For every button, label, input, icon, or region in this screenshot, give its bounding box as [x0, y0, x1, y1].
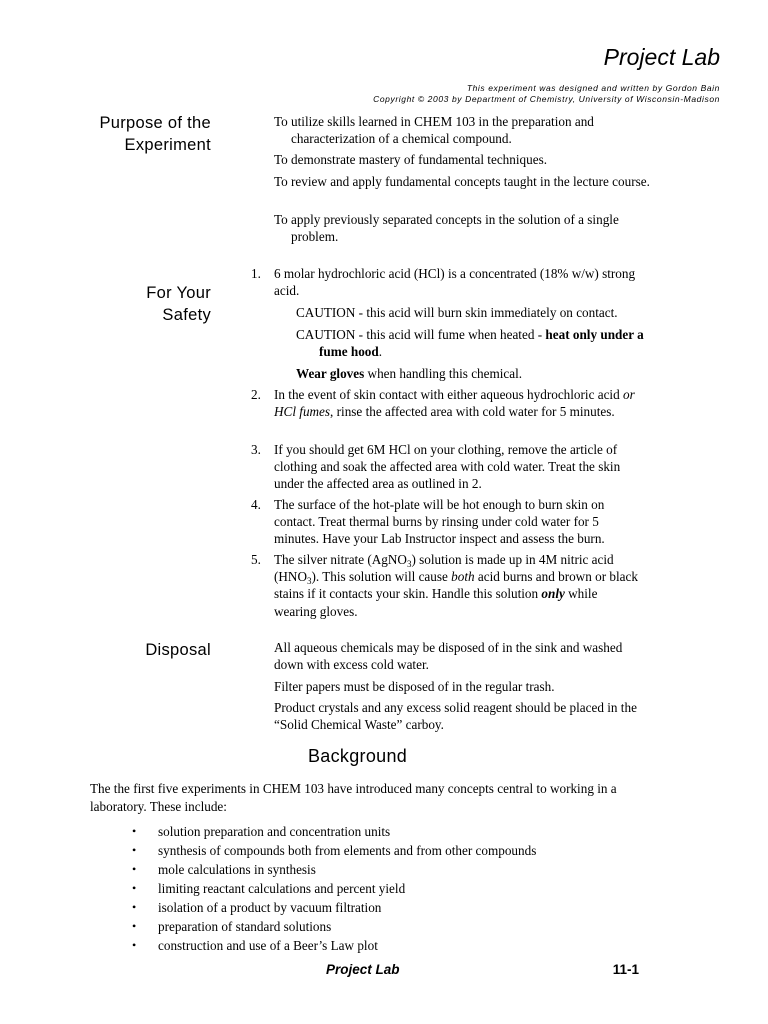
- safety-item-3: If you should get 6M HCl on your clothing, remove the article of clothing and soak the affected area with cold water. Treat the skin under the affected area as outlined in 2.: [274, 442, 621, 492]
- background-heading: Background: [308, 746, 408, 766]
- gloves-note: Wear gloves when handling this chemical.: [296, 366, 523, 381]
- purpose-item: To review and apply fundamental concepts taught in the lecture course.: [274, 174, 650, 189]
- disposal-item: All aqueous chemicals may be disposed of in the sink and washed down with excess cold water.: [274, 640, 623, 673]
- list-item: • isolation of a product by vacuum filtration: [132, 900, 382, 915]
- bullet-icon: •: [132, 843, 137, 857]
- safety-item-4: The surface of the hot-plate will be hot enough to burn skin on contact. Treat thermal burns by rinsing under cold water for 5 minutes. Have your Lab Instructor inspect and assess the burn.: [274, 497, 605, 547]
- purpose-item: To apply previously separated concepts in the solution of a single problem.: [274, 212, 619, 245]
- bullet-icon: •: [132, 938, 137, 952]
- list-number: 4.: [251, 497, 261, 512]
- safety-item-2: In the event of skin contact with either aqueous hydrochloric acid or HCl fumes, rinse the affected area with cold water for 5 minutes.: [274, 387, 635, 420]
- purpose-heading: Purpose of the Experiment: [99, 114, 211, 154]
- safety-heading: For Your Safety: [146, 284, 211, 324]
- purpose-item: To demonstrate mastery of fundamental techniques.: [274, 152, 547, 167]
- bullet-icon: •: [132, 900, 137, 914]
- background-intro: The the first five experiments in CHEM 103 have introduced many concepts central to working in a laboratory. These include:: [90, 781, 617, 814]
- list-item: • preparation of standard solutions: [132, 919, 332, 934]
- caution-note: CAUTION - this acid will fume when heated - heat only under a fume hood.: [296, 327, 644, 360]
- list-number: 3.: [251, 442, 261, 457]
- list-item: • solution preparation and concentration units: [132, 824, 391, 839]
- bullet-icon: •: [132, 824, 137, 838]
- disposal-item: Filter papers must be disposed of in the regular trash.: [274, 679, 555, 694]
- bullet-icon: •: [132, 919, 137, 933]
- bullet-icon: •: [132, 881, 137, 895]
- list-number: 1.: [251, 266, 261, 281]
- list-item: • construction and use of a Beer’s Law plot: [132, 938, 378, 953]
- list-item: • synthesis of compounds both from elements and from other compounds: [132, 843, 537, 858]
- list-number: 5.: [251, 552, 261, 567]
- bullet-icon: •: [132, 862, 137, 876]
- caution-note: CAUTION - this acid will burn skin immediately on contact.: [296, 305, 618, 320]
- disposal-item: Product crystals and any excess solid reagent should be placed in the “Solid Chemical Waste” carboy.: [274, 700, 637, 733]
- document-title: Project Lab: [603, 44, 720, 70]
- safety-item-1: 6 molar hydrochloric acid (HCl) is a concentrated (18% w/w) strong acid.: [274, 266, 636, 299]
- list-item: • limiting reactant calculations and percent yield: [132, 881, 406, 896]
- list-item: • mole calculations in synthesis: [132, 862, 316, 877]
- purpose-item: To utilize skills learned in CHEM 103 in the preparation and characterization of a chemical compound.: [274, 114, 594, 147]
- footer-title: Project Lab: [326, 962, 400, 977]
- author-credit: This experiment was designed and written by Gordon Bain: [466, 83, 720, 93]
- copyright-notice: Copyright © 2003 by Department of Chemistry, University of Wisconsin-Madison: [373, 94, 720, 104]
- list-number: 2.: [251, 387, 261, 402]
- disposal-heading: Disposal: [145, 641, 211, 659]
- page-number: 11-1: [612, 962, 639, 977]
- concept-list: [132, 823, 536, 956]
- safety-item-5: The silver nitrate (AgNO$_3$) solution is made up in 4M nitric acid $(HNO_3)$. This solution will cause both acid burns and brown or black stains if it contacts your skin. Handle this solution only while wearing gloves.: [274, 552, 638, 619]
